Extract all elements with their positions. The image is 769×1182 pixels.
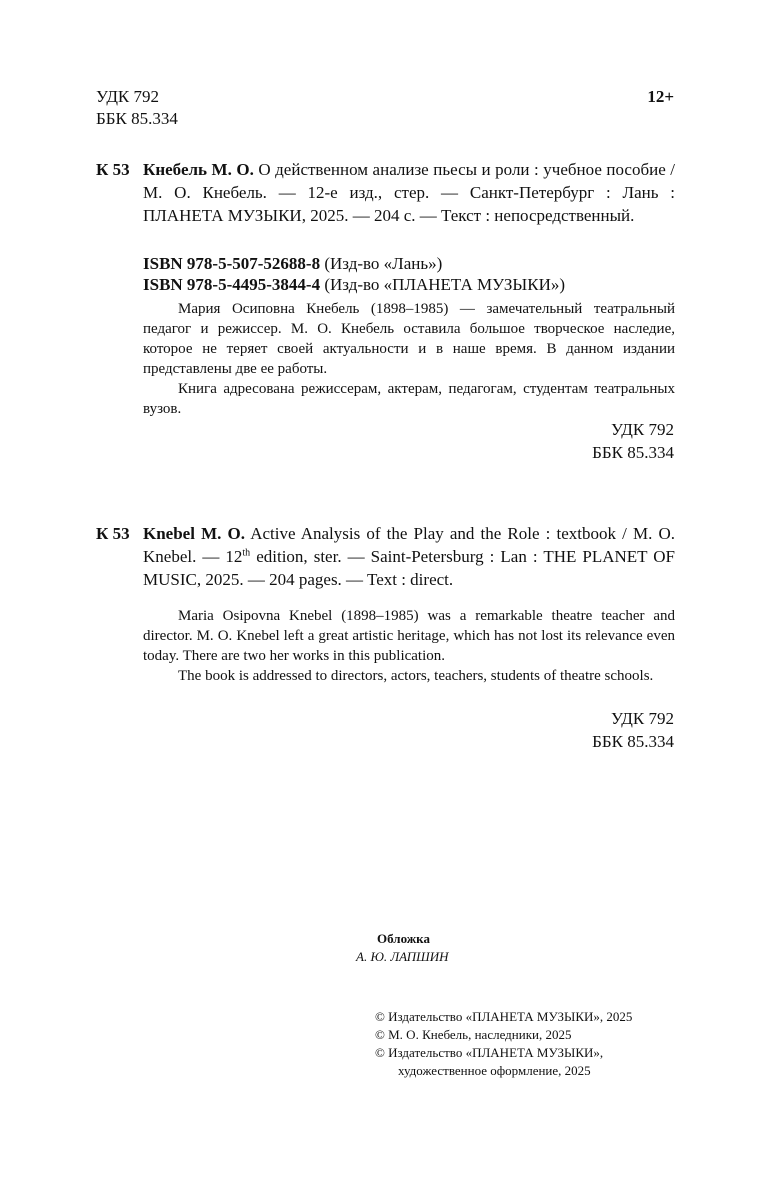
en-bbk: ББК 85.334 (592, 732, 674, 751)
en-entry-code: К 53 (96, 524, 130, 543)
ru-udk: УДК 792 (610, 420, 674, 439)
ru-entry-author: Кнебель М. О. (143, 160, 254, 179)
en-udk: УДК 792 (610, 709, 674, 728)
ru-isbn-2-number: ISBN 978-5-4495-3844-4 (143, 275, 321, 294)
en-entry-citation (143, 522, 675, 591)
age-rating: 12+ (647, 87, 674, 106)
en-entry-citation-b: edition, ster. — Saint-Petersburg : Lan : THE PLANET OF MUSIC, 2025. — 204 pages. — Text : direct. (143, 547, 676, 589)
copyright-line-1: © Издательство «ПЛАНЕТА МУЗЫКИ», 2025 (375, 1009, 633, 1024)
ru-isbn-2 (143, 273, 565, 296)
en-abstract-p2: The book is addressed to directors, actors, teachers, students of theatre schools. (178, 668, 654, 684)
cover-label: Обложка (377, 931, 430, 946)
header-bbk: ББК 85.334 (96, 109, 178, 128)
ru-isbn-1-number: ISBN 978-5-507-52688-8 (143, 254, 321, 273)
header-udk: УДК 792 (96, 87, 160, 106)
ru-bbk: ББК 85.334 (592, 443, 674, 462)
ru-abstract (143, 299, 675, 419)
ru-entry-code: К 53 (96, 160, 130, 179)
en-abstract-p1: Maria Osipovna Knebel (1898–1985) was a remarkable theatre teacher and director. M. O. Knebel left a great artistic heritage, which has not lost its relevance even today. There are two her works in this publication. (143, 608, 675, 664)
copyright-line-2: © М. О. Кнебель, наследники, 2025 (375, 1027, 572, 1042)
en-entry-citation-sup: th (242, 547, 251, 559)
cover-designer: А. Ю. ЛАПШИН (356, 949, 449, 964)
en-abstract (143, 606, 675, 686)
ru-isbn-1-publisher: (Изд-во «Лань») (324, 254, 443, 273)
ru-abstract-p2: Книга адресована режиссерам, актерам, педагогам, студентам театральных вузов. (143, 381, 675, 417)
en-entry-author: Knebel M. O. (143, 524, 245, 543)
copyright-line-3: © Издательство «ПЛАНЕТА МУЗЫКИ», (375, 1045, 604, 1060)
copyright-line-4: художественное оформление, 2025 (398, 1063, 591, 1078)
ru-entry-citation (143, 158, 675, 227)
ru-abstract-p1: Мария Осиповна Кнебель (1898–1985) — замечательный театральный педагог и режиссер. М. О. Кнебель оставила большое творческое наследие, которое не теряет своей актуальности и в наше время. В данном издании представлены две ее работы. (143, 301, 675, 377)
ru-isbn-2-publisher: (Изд-во «ПЛАНЕТА МУЗЫКИ») (324, 275, 566, 294)
en-entry-citation-a: Active Analysis of the Play and the Role : textbook / M. O. Knebel. — 12 (143, 524, 676, 566)
ru-entry-citation-text: О действенном анализе пьесы и роли : учебное пособие / М. О. Кнебель. — 12-е изд., стер. — Санкт-Петербург : Лань : ПЛАНЕТА МУЗЫКИ, 2025. — 204 с. — Текст : непосредственный. (143, 160, 676, 225)
ru-isbn-1 (143, 252, 442, 275)
